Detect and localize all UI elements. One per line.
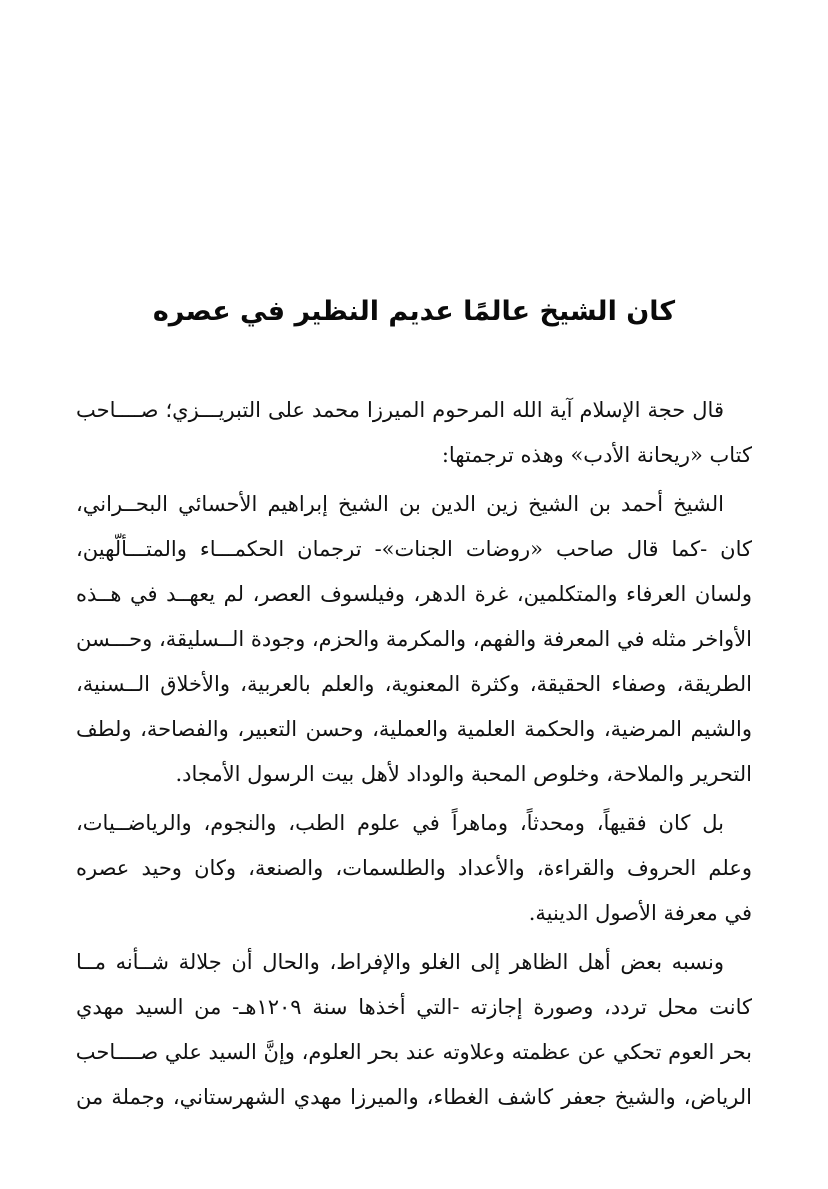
text-line: ولسان العرفاء والمتكلمين، غرة الدهر، وفيلسوف العصر، لم يعهــد في هــذه bbox=[76, 582, 752, 606]
paragraph bbox=[76, 388, 752, 478]
text-line: الطريقة، وصفاء الحقيقة، وكثرة المعنوية، والعلم بالعربية، والأخلاق الــسنية، bbox=[76, 672, 752, 696]
chapter-title: كان الشيخ عالمًا عديم النظير في عصره bbox=[152, 296, 676, 327]
text-line: قال حجة الإسلام آية الله المرحوم الميرزا محمد على التبريـــزي؛ صــــاحب bbox=[76, 398, 724, 422]
text-line: في معرفة الأصول الدينية. bbox=[528, 901, 752, 925]
paragraph bbox=[76, 940, 752, 1120]
text-line: الشيخ أحمد بن الشيخ زين الدين بن الشيخ إبراهيم الأحسائي البحــراني، bbox=[76, 492, 724, 516]
text-line: كانت محل تردد، وصورة إجازته -التي أخذها سنة ١٢٠٩هـ- من السيد مهدي bbox=[76, 995, 752, 1019]
text-line: ونسبه بعض أهل الظاهر إلى الغلو والإفراط، والحال أن جلالة شــأنه مــا bbox=[76, 950, 724, 974]
text-line: كان -كما قال صاحب «روضات الجنات»- ترجمان الحكمـــاء والمتـــألّهين، bbox=[76, 537, 752, 561]
text-line: الأواخر مثله في المعرفة والفهم، والمكرمة والحزم، وجودة الــسليقة، وحـــسن bbox=[76, 627, 752, 651]
paragraph bbox=[76, 482, 752, 797]
text-line: بحر العوم تحكي عن عظمته وعلاوته عند بحر العلوم، وإنَّ السيد علي صــــاحب bbox=[76, 1040, 752, 1064]
paragraph bbox=[76, 801, 752, 936]
text-line: كتاب «ريحانة الأدب» وهذه ترجمتها: bbox=[441, 443, 752, 467]
body-text bbox=[76, 388, 752, 1120]
text-line: والشيم المرضية، والحكمة العلمية والعملية، وحسن التعبير، والفصاحة، ولطف bbox=[76, 717, 752, 741]
text-line: التحرير والملاحة، وخلوص المحبة والوداد لأهل بيت الرسول الأمجاد. bbox=[175, 762, 752, 786]
text-line: الرياض، والشيخ جعفر كاشف الغطاء، والميرزا مهدي الشهرستاني، وجملة من bbox=[76, 1085, 752, 1109]
text-line: بل كان فقيهاً، ومحدثاً، وماهراً في علوم الطب، والنجوم، والرياضــيات، bbox=[76, 811, 724, 835]
text-line: وعلم الحروف والقراءة، والأعداد والطلسمات، والصنعة، وكان وحيد عصره bbox=[76, 856, 752, 880]
